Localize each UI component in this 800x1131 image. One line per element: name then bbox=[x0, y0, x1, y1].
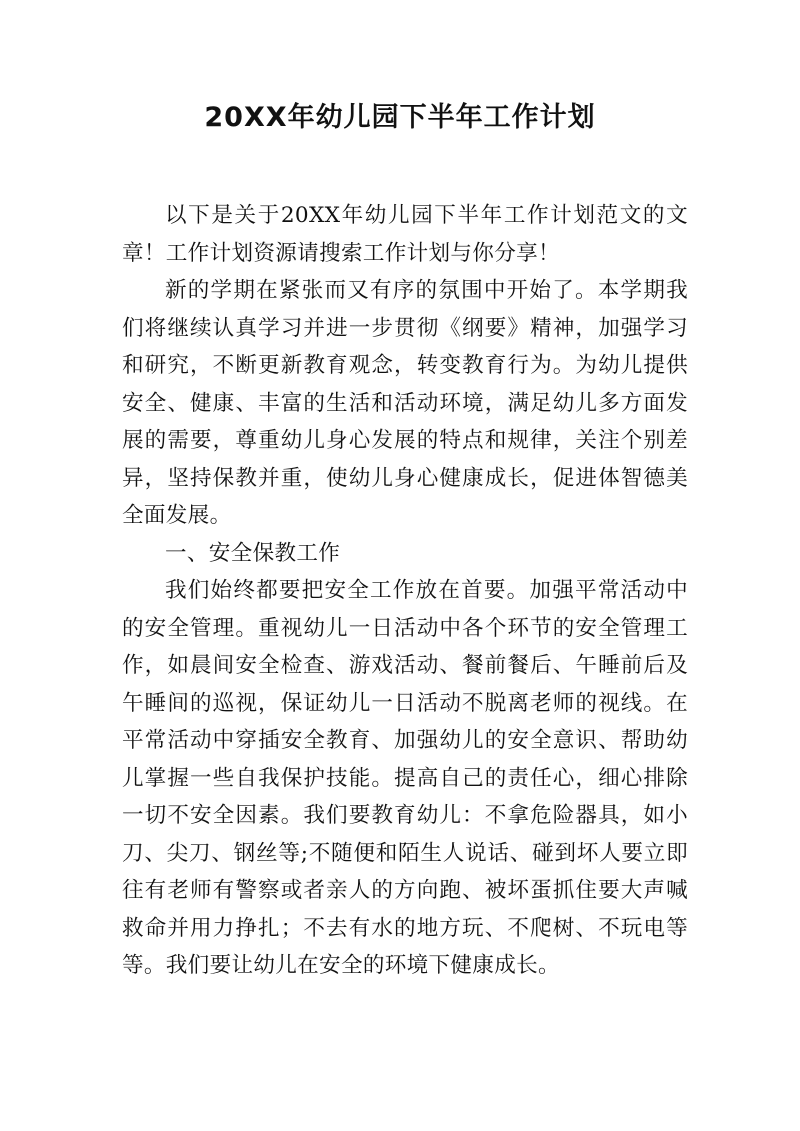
document-body bbox=[122, 197, 688, 985]
opening-paragraph: 新的学期在紧张而又有序的氛围中开始了。本学期我们将继续认真学习并进一步贯彻《纲要》精神，加强学习和研究，不断更新教育观念，转变教育行为。为幼儿提供安全、健康、丰富的生活和活动环境，满足幼儿多方面发展的需要，尊重幼儿身心发展的特点和规律，关注个别差异，坚持保教并重，使幼儿身心健康成长，促进体智德美全面发展。 bbox=[122, 278, 688, 528]
section-heading-safety: 一、安全保教工作 bbox=[165, 540, 341, 566]
intro-paragraph: 以下是关于20XX年幼儿园下半年工作计划范文的文章！工作计划资源请搜索工作计划与你分享！ bbox=[122, 203, 688, 266]
safety-paragraph: 我们始终都要把安全工作放在首要。加强平常活动中的安全管理。重视幼儿一日活动中各个环节的安全管理工作，如晨间安全检查、游戏活动、餐前餐后、午睡前后及午睡间的巡视，保证幼儿一日活动不脱离老师的视线。在平常活动中穿插安全教育、加强幼儿的安全意识、帮助幼儿掌握一些自我保护技能。提高自己的责任心，细心排除一切不安全因素。我们要教育幼儿：不拿危险器具，如小刀、尖刀、钢丝等;不随便和陌生人说话、碰到坏人要立即往有老师有警察或者亲人的方向跑、被坏蛋抓住要大声喊救命并用力挣扎；不去有水的地方玩、不爬树、不玩电等等。我们要让幼儿在安全的环境下健康成长。 bbox=[122, 578, 688, 978]
document-title: 20XX年幼儿园下半年工作计划 bbox=[204, 102, 596, 133]
